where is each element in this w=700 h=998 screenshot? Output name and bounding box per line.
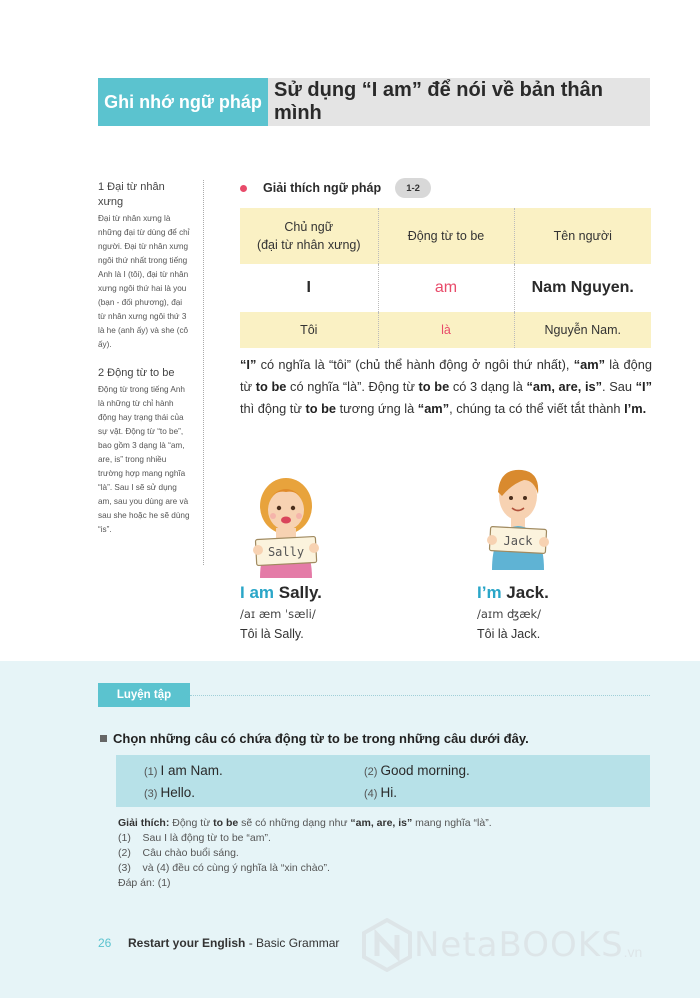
example-sally-sentence: I am Sally.: [240, 583, 322, 602]
jack-sign-text: Jack: [503, 534, 533, 548]
explanation-paragraph: “I” có nghĩa là “tôi” (chủ thể hành động ở ngôi thứ nhất), “am” là động từ to be có nghĩa “là”. Động từ to be có 3 dạng là “am, are, is”. Sau “I” thì động từ to be tương ứng là “am”, chúng ta có thể viết tắt thành I’m.: [240, 357, 652, 416]
cell-verb-vi: là: [378, 312, 514, 348]
cell-verb-en: am: [378, 264, 514, 312]
header-subject: Chủ ngữ (đại từ nhân xưng): [240, 208, 378, 264]
answer-line-3: (3) và (4) đều có cùng ý nghĩa là “xin chào”.: [118, 862, 330, 874]
option-3[interactable]: (3) Hello.: [144, 785, 195, 800]
grammar-heading: [240, 178, 431, 198]
example-sally-translation: Tôi là Sally.: [240, 627, 304, 641]
book-title: Restart your English - Basic Grammar: [128, 936, 340, 950]
note2-title: 2 Động từ to be: [98, 367, 175, 379]
practice-question-text: Chọn những câu có chứa động từ to be trong những câu dưới đây.: [113, 731, 529, 746]
square-bullet-icon: [100, 735, 107, 742]
option-1[interactable]: (1) I am Nam.: [144, 763, 223, 778]
cell-name-vi: Nguyễn Nam.: [514, 312, 651, 348]
example-jack-translation: Tôi là Jack.: [477, 627, 541, 641]
note1-title: 1 Đại từ nhân xưng: [98, 181, 165, 208]
practice-divider: [190, 695, 650, 696]
cell-subject-en: I: [306, 279, 311, 296]
page-number: 26: [98, 936, 112, 950]
example-jack-sentence: I’m Jack.: [477, 583, 549, 602]
option-4[interactable]: (4) Hi.: [364, 785, 397, 800]
section-banner: [98, 78, 650, 126]
note1-body: Đại từ nhân xưng là những đại từ dùng để chỉ người. Đại từ nhân xưng ngôi thứ nhất trong tiếng Anh là I (tôi), đại từ nhân xưng ngôi thứ hai là you (bạn - đối phương), đại từ nhân xưng ngôi thứ 3 là he (anh ấy) và she (cô ấy).: [98, 214, 190, 349]
table-row-vietnamese: [240, 312, 651, 348]
answer-line-1: (1) Sau I là động từ to be “am”.: [118, 832, 271, 844]
watermark: [360, 918, 642, 972]
banner-label: Ghi nhớ ngữ pháp: [98, 78, 268, 126]
note2-body: Động từ trong tiếng Anh là những từ chỉ hành động hay trạng thái của sự vật. Động từ “to be”, bao gồm 3 dạng là “am, are, is” trong nhiều trường hợp mang nghĩa “là”. Sau I sẽ sử dụng am, sau you dùng are và sau she hoặc he sẽ dùng “is”.: [98, 385, 190, 534]
example-sally-ipa: /aɪ æm ˈsæli/: [240, 607, 316, 621]
answer-explanation: [118, 816, 492, 891]
cell-name-en: Nam Nguyen.: [514, 264, 651, 312]
audio-track-badge[interactable]: 1-2: [395, 178, 431, 198]
sally-illustration: [246, 470, 326, 578]
watermark-suffix: .vn: [623, 944, 643, 960]
header-name: Tên người: [514, 208, 651, 264]
answer-final: Đáp án: (1): [118, 877, 171, 889]
example-jack-ipa: /aɪm ʤæk/: [477, 607, 542, 621]
grammar-heading-text: Giải thích ngữ pháp: [263, 181, 382, 195]
table-row-english: [240, 264, 651, 312]
sally-sign-text: Sally: [267, 545, 305, 559]
practice-question: [100, 731, 529, 746]
bullet-dot-icon: [240, 185, 247, 192]
answer-intro: Giải thích: Động từ to be sẽ có những dạng như “am, are, is” mang nghĩa “là”.: [118, 817, 492, 829]
netabooks-logo-icon: [360, 918, 414, 972]
banner-title: Sử dụng “I am” để nói về bản thân mình: [268, 78, 650, 126]
sidebar-notes: [98, 180, 190, 551]
header-verb: Động từ to be: [378, 208, 514, 264]
grammar-table: [240, 208, 651, 348]
option-2[interactable]: (2) Good morning.: [364, 763, 470, 778]
watermark-text: NetaBOOKS: [414, 925, 624, 965]
jack-illustration: [478, 462, 558, 570]
answer-line-2: (2) Câu chào buổi sáng.: [118, 847, 239, 859]
cell-subject-vi: Tôi: [240, 312, 378, 348]
table-header-row: [240, 208, 651, 264]
sidebar-divider: [203, 180, 204, 565]
practice-tab: Luyện tập: [98, 683, 190, 707]
